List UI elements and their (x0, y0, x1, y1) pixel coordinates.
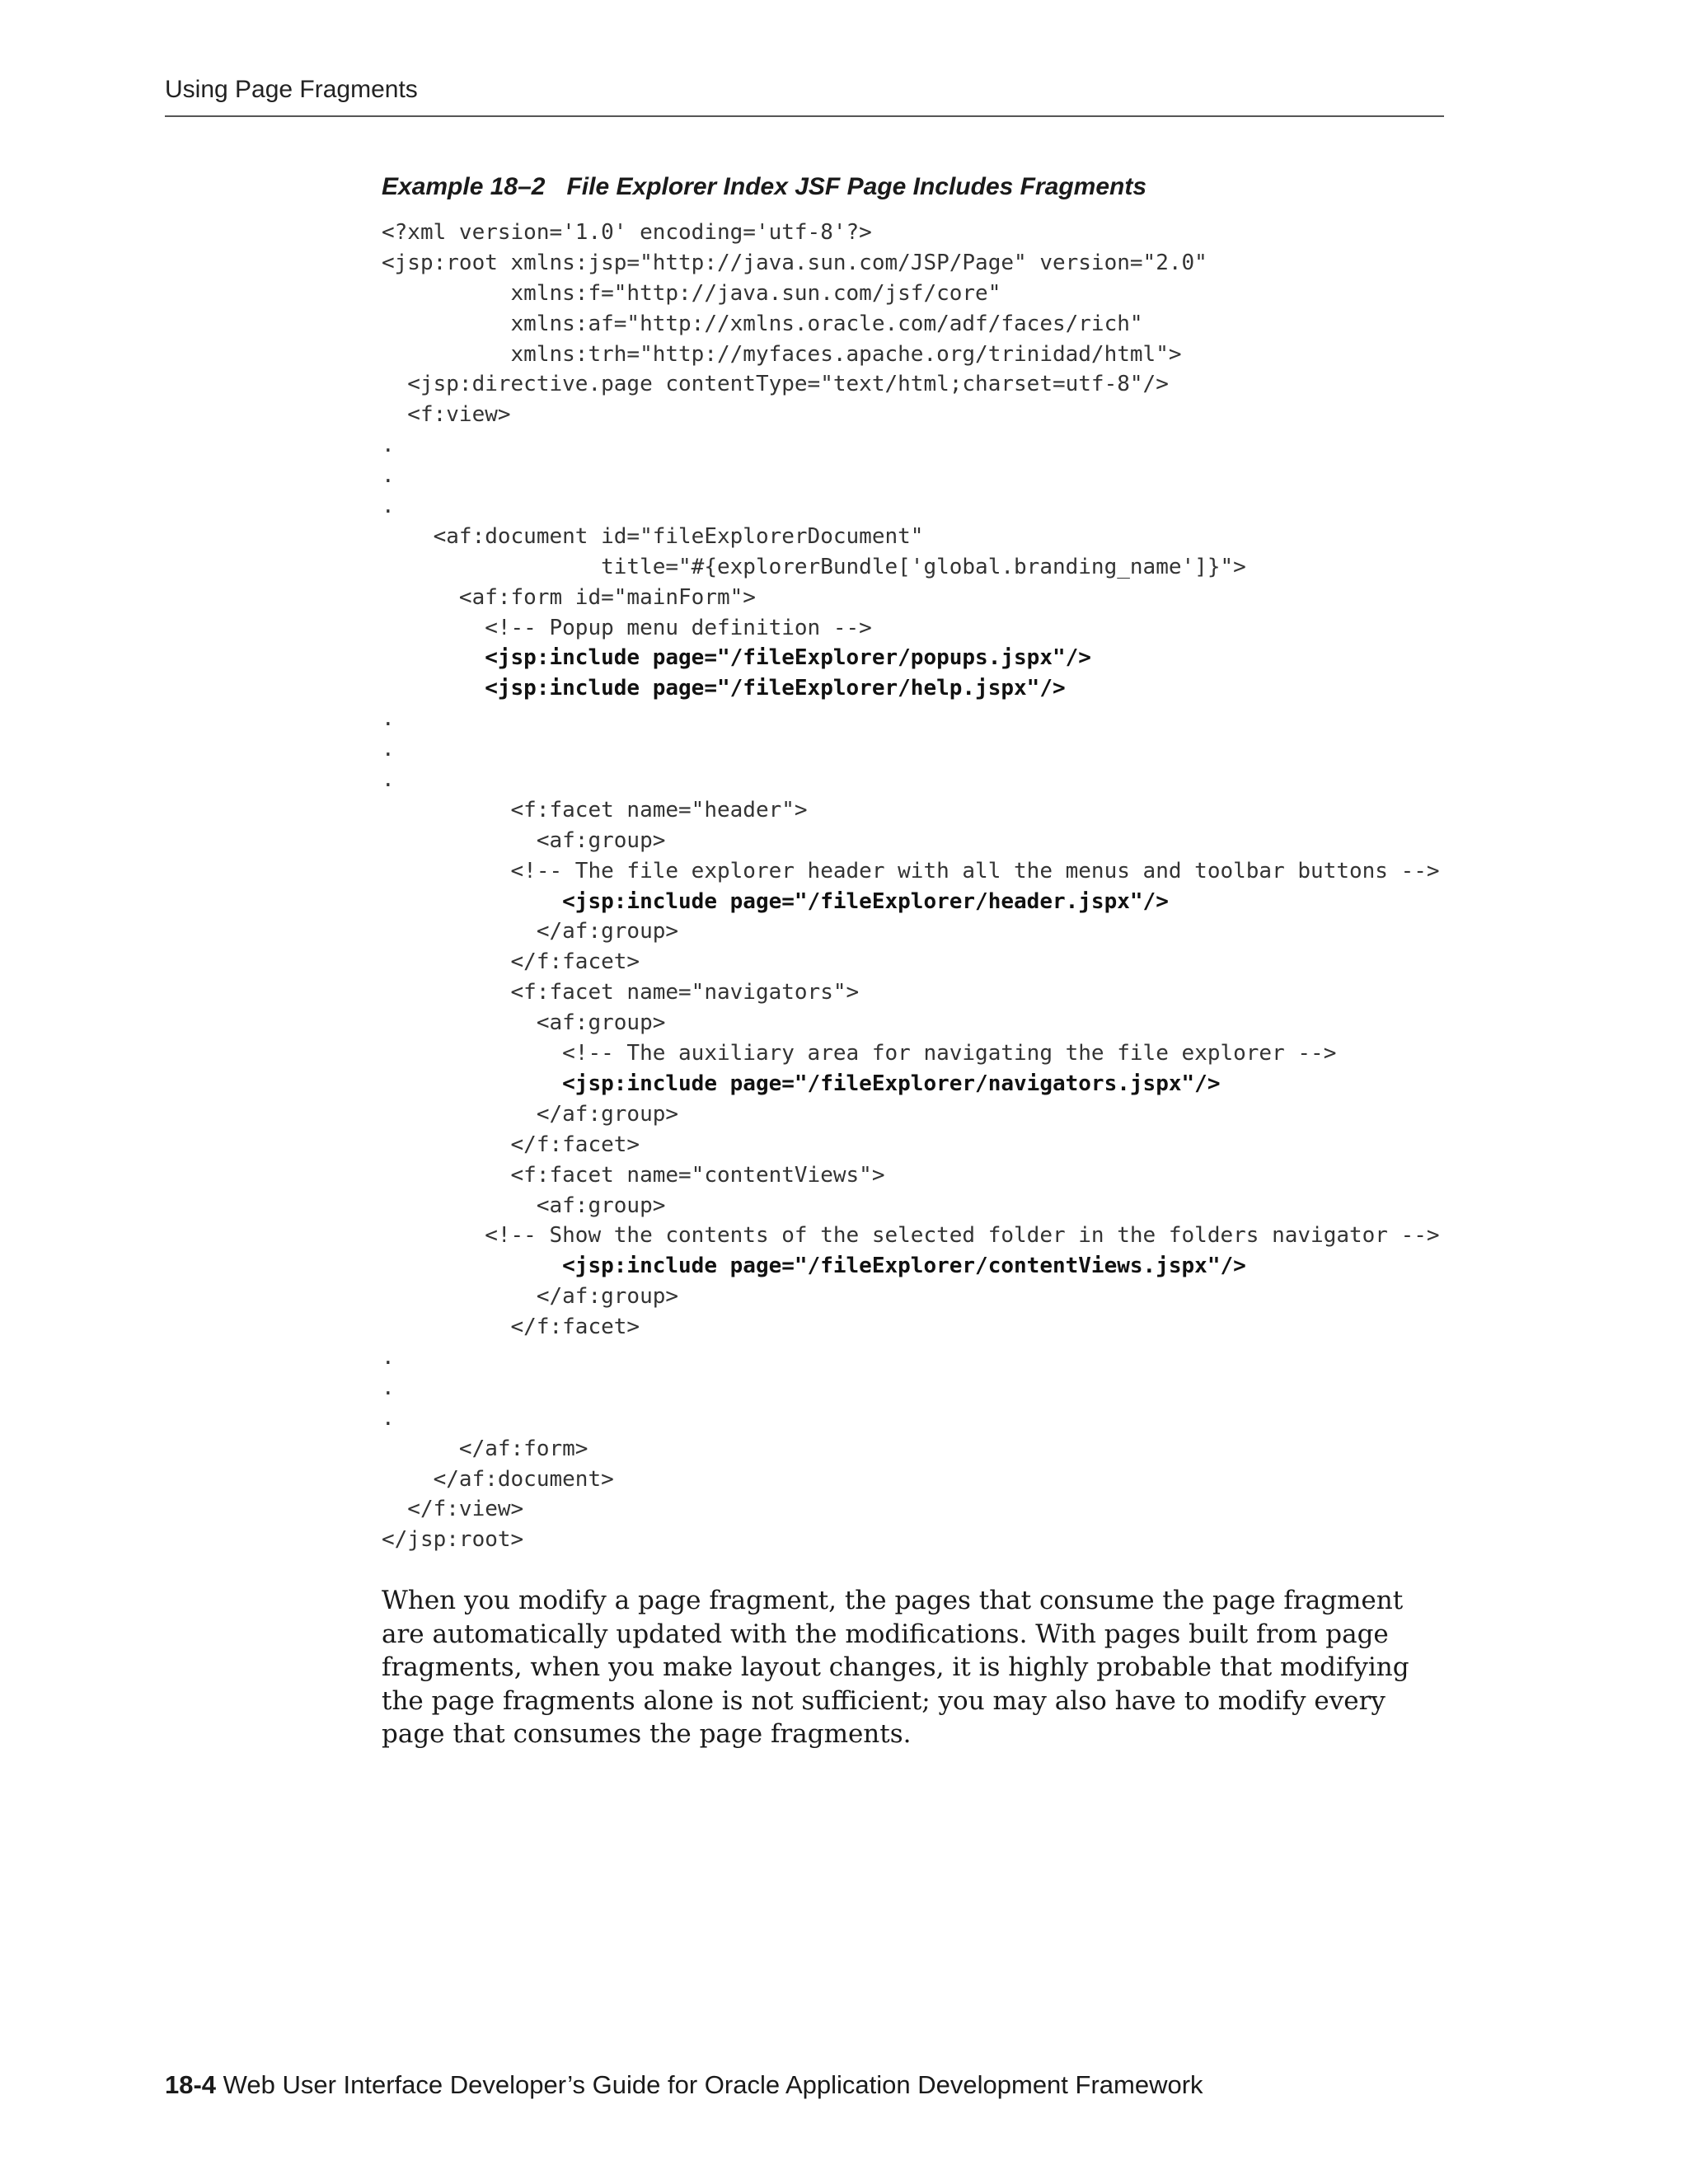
code-line: . (382, 767, 395, 793)
code-line: . (382, 737, 395, 762)
code-line: <af:group> (382, 1010, 666, 1036)
code-line: </af:group> (382, 1101, 679, 1127)
code-line: <f:view> (382, 402, 511, 428)
code-line: </f:facet> (382, 949, 640, 975)
code-line: </jsp:root> (382, 1527, 524, 1553)
code-line: . (382, 1405, 395, 1431)
code-line: <jsp:directive.page contentType="text/html;charset=utf-8"/> (382, 372, 1169, 397)
code-line: <f:facet name="navigators"> (382, 980, 860, 1005)
code-line: . (382, 706, 395, 732)
code-line: </f:view> (382, 1497, 524, 1522)
code-line: </af:document> (382, 1466, 614, 1492)
code-line-include: <jsp:include page="/fileExplorer/navigators.jspx"/> (382, 1071, 1221, 1096)
code-line: </af:group> (382, 1284, 679, 1310)
code-line: </af:form> (382, 1436, 588, 1461)
code-line: . (382, 433, 395, 458)
code-line: xmlns:af="http://xmlns.oracle.com/adf/faces/rich" (382, 311, 1143, 336)
running-header: Using Page Fragments (165, 76, 418, 103)
code-line: <f:facet name="header"> (382, 797, 808, 823)
code-line: <!-- Show the contents of the selected folder in the folders navigator --> (382, 1223, 1440, 1249)
code-line: </f:facet> (382, 1315, 640, 1340)
code-line: . (382, 1344, 395, 1370)
book-title: Web User Interface Developer’s Guide for Oracle Application Development Framework (223, 2070, 1203, 2099)
code-line: . (382, 463, 395, 489)
code-line: <jsp:root xmlns:jsp="http://java.sun.com/JSP/Page" version="2.0" (382, 250, 1207, 275)
code-line: <!-- The file explorer header with all the menus and toolbar buttons --> (382, 858, 1440, 883)
code-example (382, 218, 1440, 1555)
code-line: . (382, 1375, 395, 1400)
code-line: <!-- Popup menu definition --> (382, 615, 872, 640)
code-line: <af:document id="fileExplorerDocument" (382, 523, 924, 549)
footer-spacer (216, 2070, 223, 2099)
code-line-include: <jsp:include page="/fileExplorer/contentViews.jspx"/> (382, 1254, 1246, 1279)
example-caption-text: File Explorer Index JSF Page Includes Fragments (566, 173, 1147, 200)
page-number: 18-4 (165, 2070, 217, 2099)
code-line: . (382, 494, 395, 519)
code-line: <af:group> (382, 827, 666, 853)
code-line-include: <jsp:include page="/fileExplorer/help.jspx"/> (382, 676, 1066, 701)
code-line: <f:facet name="contentViews"> (382, 1162, 885, 1188)
example-caption (382, 173, 1146, 201)
body-paragraph: When you modify a page fragment, the pages that consume the page fragment are automatically updated with the modifications. With pages built from page fragments, when you make layout changes, it is highly probable that modifying the page fragments alone is not sufficient; you may also have to modify every page that consumes the page fragments. (382, 1586, 1409, 1749)
header-divider (165, 115, 1444, 117)
code-line: <!-- The auxiliary area for navigating the file explorer --> (382, 1041, 1337, 1066)
code-line: title="#{explorerBundle['global.branding_name']}"> (382, 554, 1246, 579)
example-number: Example 18–2 (382, 173, 546, 200)
code-line: <?xml version='1.0' encoding='utf-8'?> (382, 220, 872, 245)
code-line: xmlns:f="http://java.sun.com/jsf/core" (382, 280, 1001, 306)
page-footer (165, 2070, 1203, 2100)
code-line-include: <jsp:include page="/fileExplorer/header.jspx"/> (382, 888, 1169, 914)
code-line: </af:group> (382, 919, 679, 944)
code-line: xmlns:trh="http://myfaces.apache.org/trinidad/html"> (382, 341, 1182, 367)
code-line: <af:form id="mainForm"> (382, 584, 756, 610)
code-line-include: <jsp:include page="/fileExplorer/popups.jspx"/> (382, 645, 1091, 671)
code-line: <af:group> (382, 1193, 666, 1218)
code-line: </f:facet> (382, 1132, 640, 1157)
